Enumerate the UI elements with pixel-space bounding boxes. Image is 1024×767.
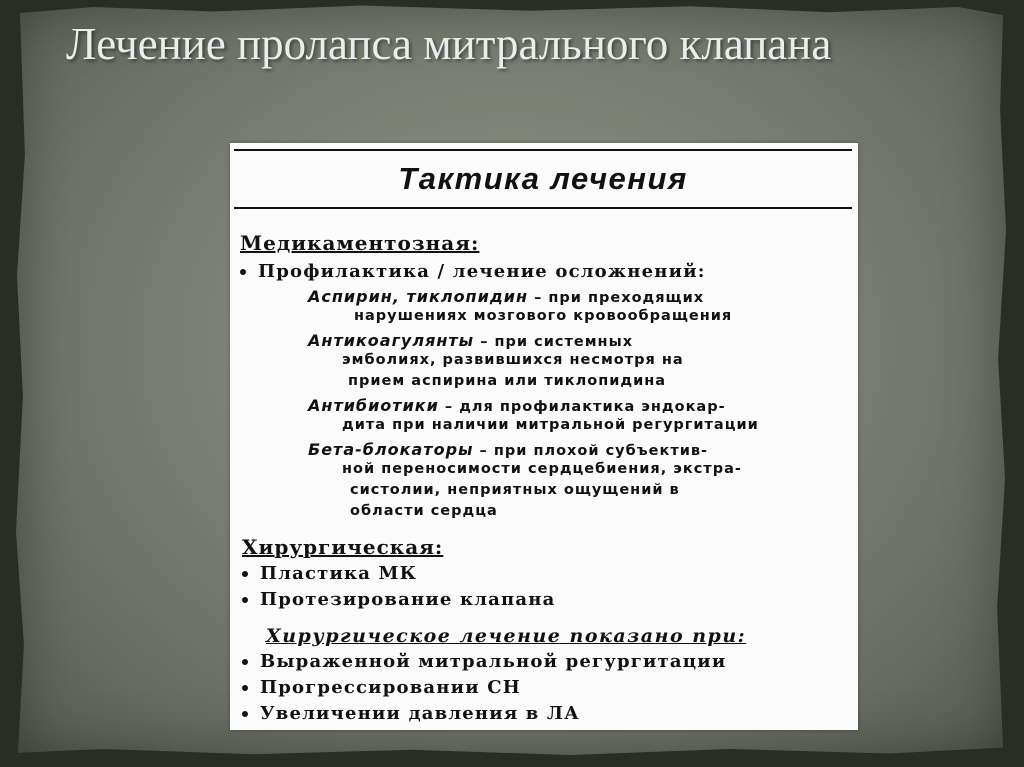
bullet-icon bbox=[242, 659, 248, 665]
item-text: эмболиях, развившихся несмотря на bbox=[342, 352, 684, 368]
slide-title: Лечение пролапса митрального клапана bbox=[66, 19, 832, 69]
indication-item bbox=[240, 677, 521, 698]
medical-bullet bbox=[238, 261, 706, 282]
item-text: при системных bbox=[494, 334, 634, 350]
medical-bullet-text: Профилактика / лечение осложнений: bbox=[258, 261, 706, 282]
item-text: систолии, неприятных ощущений в bbox=[350, 482, 680, 498]
document-header-title: Тактика лечения bbox=[398, 161, 688, 196]
item-text: при плохой субъектив- bbox=[493, 443, 709, 459]
document-header bbox=[234, 149, 852, 209]
medical-item bbox=[308, 287, 704, 306]
bullet-icon bbox=[242, 685, 248, 691]
scanned-document bbox=[230, 143, 858, 730]
dash: – bbox=[528, 290, 549, 306]
dash: – bbox=[438, 399, 460, 415]
indications-heading: Хирургическое лечение показано при: bbox=[266, 625, 747, 647]
medical-item bbox=[308, 331, 633, 350]
item-text: дита при наличии митральной регургитации bbox=[342, 417, 759, 433]
item-text: для профилактика эндокар- bbox=[459, 399, 726, 415]
drug-name: Антибиотики bbox=[308, 396, 439, 415]
bullet-icon bbox=[240, 269, 246, 275]
dash: – bbox=[473, 443, 494, 459]
indication-item bbox=[240, 703, 580, 724]
surgical-item-text: Протезирование клапана bbox=[260, 589, 556, 610]
bullet-icon bbox=[242, 711, 248, 717]
indication-item bbox=[240, 651, 726, 672]
indication-item-text: Прогрессировании СН bbox=[260, 677, 521, 698]
indication-item-text: Выраженной митральной регургитации bbox=[260, 651, 727, 672]
item-text: области сердца bbox=[350, 503, 498, 519]
bullet-icon bbox=[242, 597, 248, 603]
drug-name: Антикоагулянты bbox=[308, 331, 475, 350]
item-text: нарушениях мозгового кровообращения bbox=[354, 308, 733, 324]
item-text: прием аспирина или тиклопидина bbox=[348, 373, 667, 389]
bullet-icon bbox=[242, 571, 248, 577]
medical-item bbox=[308, 396, 726, 415]
medical-item bbox=[308, 440, 708, 459]
item-text: ной переносимости сердцебиения, экстра- bbox=[342, 461, 742, 477]
surgical-heading: Хирургическая: bbox=[242, 535, 444, 559]
surgical-item bbox=[240, 589, 555, 610]
drug-name: Аспирин, тиклопидин bbox=[308, 287, 529, 306]
medical-heading: Медикаментозная: bbox=[240, 231, 480, 255]
item-text: при преходящих bbox=[548, 290, 705, 306]
surgical-item bbox=[240, 563, 417, 584]
surgical-item-text: Пластика МК bbox=[260, 563, 418, 584]
dash: – bbox=[474, 334, 495, 350]
indication-item-text: Увеличении давления в ЛА bbox=[260, 703, 580, 724]
drug-name: Бета-блокаторы bbox=[308, 440, 474, 459]
